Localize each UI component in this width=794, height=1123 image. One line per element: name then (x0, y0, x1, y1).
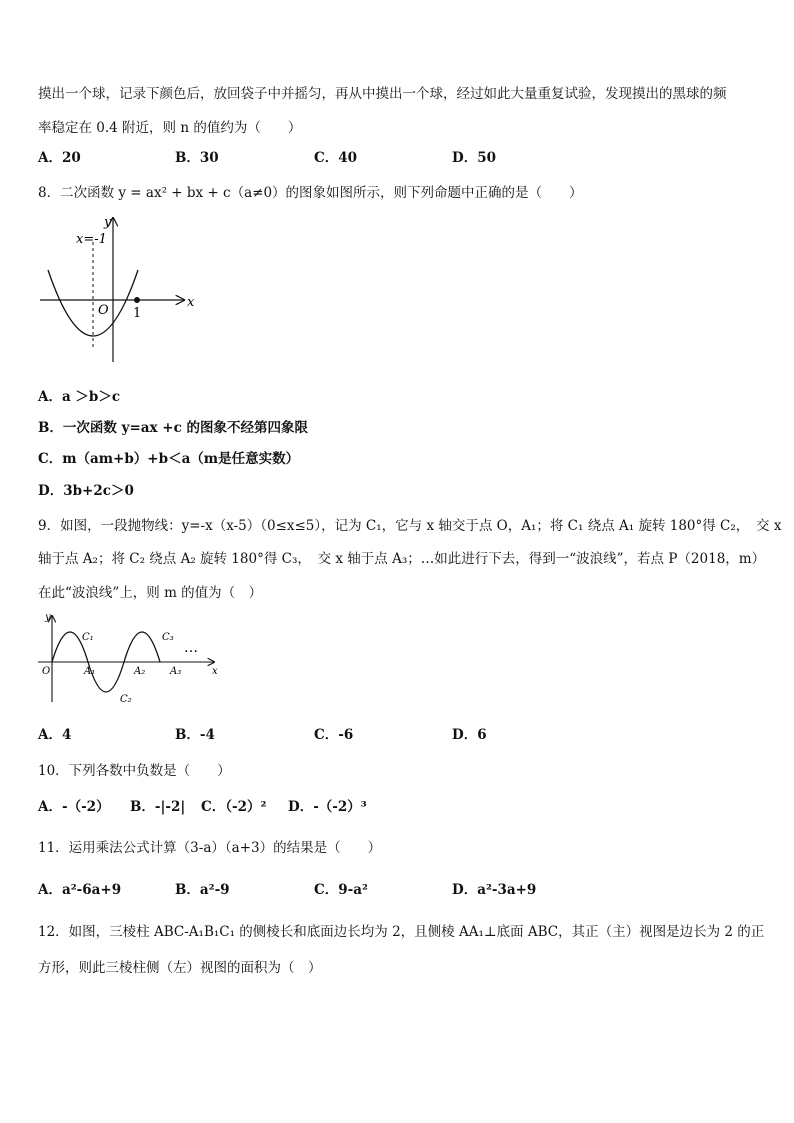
q7-option-d[interactable]: D．50 (452, 150, 496, 166)
q9-origin-label: O (42, 666, 51, 677)
q12-text-line-1: 12．如图，三棱柱 ABC-A₁B₁C₁ 的侧棱长和底面边长均为 2，且侧棱 AA₁⊥底面 ABC，其正（主）视图是边长为 2 的正 (38, 924, 765, 940)
q8-origin-label: O (98, 303, 109, 318)
q10-option-d[interactable]: D．-（-2）³ (288, 799, 367, 815)
q8-stem: 8．二次函数 y = ax² + bx + c（a≠0）的图象如图所示，则下列命题中正确的是（ ） (38, 185, 583, 201)
q9-option-c[interactable]: C．-6 (314, 727, 354, 743)
q10-stem: 10．下列各数中负数是（ ） (38, 763, 231, 779)
q12-text-line-2: 方形，则此三棱柱侧（左）视图的面积为（ ） (38, 960, 322, 976)
q11-option-b[interactable]: B．a²-9 (175, 882, 230, 898)
q7-option-c[interactable]: C．40 (314, 150, 358, 166)
q10-option-a[interactable]: A．-（-2） (38, 799, 110, 815)
q7-text-line-1: 摸出一个球，记录下颜色后，放回袋子中并摇匀，再从中摸出一个球，经过如此大量重复试验，发现摸出的黑球的频 (38, 86, 727, 102)
q11-option-d[interactable]: D．a²-3a+9 (452, 882, 537, 898)
q9-c2-label: C₂ (120, 694, 132, 705)
q8-x-label: x (187, 295, 195, 310)
q8-point-label: 1 (133, 306, 142, 321)
q9-c3-label: C₃ (162, 632, 174, 643)
q11-option-c[interactable]: C．9-a² (314, 882, 368, 898)
q9-text-line-3: 在此“波浪线”上，则 m 的值为（ ） (38, 585, 263, 601)
q9-c1-label: C₁ (82, 632, 94, 643)
q9-a3-label: A₃ (170, 666, 182, 677)
q9-curve-c3 (124, 632, 160, 662)
q7-option-b[interactable]: B．30 (175, 150, 219, 166)
q8-y-label: y (104, 215, 112, 230)
q9-y-label: y (45, 612, 51, 623)
q9-text-line-2: 轴于点 A₂；将 C₂ 绕点 A₂ 旋转 180°得 C₃， 交 x 轴于点 A₃；…如此进行下去，得到一“波浪线”，若点 P（2018，m） (38, 551, 766, 567)
q9-a2-label: A₂ (134, 666, 146, 677)
q10-option-c[interactable]: C．（-2）² (201, 799, 267, 815)
q8-point-one (134, 297, 140, 303)
q8-option-b[interactable]: B．一次函数 y=ax +c 的图象不经第四象限 (38, 420, 308, 436)
q8-option-d[interactable]: D．3b+2c＞0 (38, 483, 134, 499)
q8-line-label: x=-1 (76, 232, 107, 247)
q11-stem: 11．运用乘法公式计算（3-a）（a+3）的结果是（ ） (38, 840, 382, 856)
q9-wave-figure (36, 610, 226, 708)
q9-option-d[interactable]: D．6 (452, 727, 487, 743)
q9-ellipsis: … (184, 640, 198, 656)
q9-a1-label: A₁ (84, 666, 96, 677)
q9-option-b[interactable]: B．-4 (175, 727, 215, 743)
q11-option-a[interactable]: A．a²-6a+9 (38, 882, 122, 898)
q8-option-c[interactable]: C．m（am+b）+b＜a（m是任意实数） (38, 451, 300, 467)
q8-option-a[interactable]: A．a ＞b＞c (38, 389, 121, 405)
q10-option-b[interactable]: B．-|-2| (130, 799, 186, 815)
q7-text-line-2: 率稳定在 0.4 附近，则 n 的值约为（ ） (38, 120, 302, 136)
q9-option-a[interactable]: A．4 (38, 727, 72, 743)
q9-x-label: x (212, 666, 218, 677)
q8-parabola-figure (36, 212, 206, 367)
q7-option-a[interactable]: A．20 (38, 150, 81, 166)
q9-text-line-1: 9．如图，一段抛物线：y=-x（x-5）（0≤x≤5），记为 C₁，它与 x 轴交于点 O，A₁；将 C₁ 绕点 A₁ 旋转 180°得 C₂， 交 x (38, 518, 782, 534)
